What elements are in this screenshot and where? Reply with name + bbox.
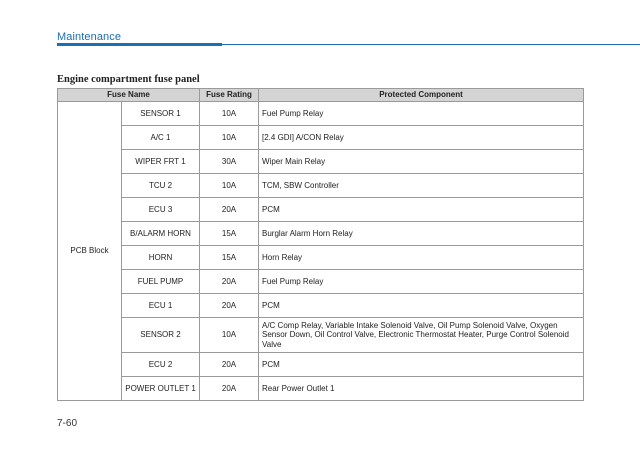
fuse-rating-cell: 20A xyxy=(200,294,259,318)
header-rule xyxy=(222,44,640,45)
fuse-rating-cell: 20A xyxy=(200,353,259,377)
fuse-name-cell: SENSOR 2 xyxy=(122,318,200,353)
protected-component-cell: TCM, SBW Controller xyxy=(259,174,584,198)
fuse-name-cell: WIPER FRT 1 xyxy=(122,150,200,174)
fuse-name-cell: POWER OUTLET 1 xyxy=(122,377,200,401)
table-row xyxy=(58,126,584,150)
fuse-name-cell: FUEL PUMP xyxy=(122,270,200,294)
fuse-rating-cell: 30A xyxy=(200,150,259,174)
table-row xyxy=(58,174,584,198)
fuse-rating-cell: 20A xyxy=(200,198,259,222)
protected-component-cell: Burglar Alarm Horn Relay xyxy=(259,222,584,246)
table-row xyxy=(58,270,584,294)
section-header: Maintenance xyxy=(57,31,122,43)
protected-component-cell: Horn Relay xyxy=(259,246,584,270)
page-number: 7-60 xyxy=(57,418,78,429)
protected-component-cell: Fuel Pump Relay xyxy=(259,270,584,294)
fuse-rating-cell: 20A xyxy=(200,270,259,294)
fuse-name-cell: ECU 2 xyxy=(122,353,200,377)
table-row xyxy=(58,246,584,270)
protected-component-cell: PCM xyxy=(259,353,584,377)
fuse-table xyxy=(57,88,584,401)
table-row xyxy=(58,377,584,401)
fuse-name-cell: TCU 2 xyxy=(122,174,200,198)
table-row xyxy=(58,150,584,174)
fuse-name-cell: HORN xyxy=(122,246,200,270)
protected-component-cell: Wiper Main Relay xyxy=(259,150,584,174)
table-row xyxy=(58,294,584,318)
protected-component-cell: PCM xyxy=(259,198,584,222)
fuse-rating-cell: 15A xyxy=(200,222,259,246)
table-row xyxy=(58,198,584,222)
table-row xyxy=(58,222,584,246)
column-header-fuse-rating: Fuse Rating xyxy=(200,89,259,102)
fuse-rating-cell: 20A xyxy=(200,377,259,401)
fuse-rating-cell: 10A xyxy=(200,318,259,353)
table-row xyxy=(58,102,584,126)
fuse-rating-cell: 10A xyxy=(200,174,259,198)
table-header-row xyxy=(58,89,584,102)
fuse-name-cell: ECU 1 xyxy=(122,294,200,318)
header-rule-accent xyxy=(57,43,222,46)
column-header-fuse-name: Fuse Name xyxy=(58,89,200,102)
protected-component-cell: Fuel Pump Relay xyxy=(259,102,584,126)
table-row xyxy=(58,318,584,353)
fuse-name-cell: B/ALARM HORN xyxy=(122,222,200,246)
fuse-name-cell: A/C 1 xyxy=(122,126,200,150)
fuse-rating-cell: 15A xyxy=(200,246,259,270)
fuse-name-cell: SENSOR 1 xyxy=(122,102,200,126)
column-header-protected-component: Protected Component xyxy=(259,89,584,102)
protected-component-cell: A/C Comp Relay, Variable Intake Solenoid Valve, Oil Pump Solenoid Valve, Oxygen Sensor Down, Oil Control Valve, Electronic Thermostat Heater, Purge Control Solenoid Valve xyxy=(259,318,584,353)
fuse-rating-cell: 10A xyxy=(200,102,259,126)
fuse-name-cell: ECU 3 xyxy=(122,198,200,222)
protected-component-cell: [2.4 GDI] A/CON Relay xyxy=(259,126,584,150)
table-row xyxy=(58,353,584,377)
protected-component-cell: PCM xyxy=(259,294,584,318)
protected-component-cell: Rear Power Outlet 1 xyxy=(259,377,584,401)
fuse-rating-cell: 10A xyxy=(200,126,259,150)
page-title: Engine compartment fuse panel xyxy=(57,74,200,85)
group-cell: PCB Block xyxy=(58,102,122,401)
